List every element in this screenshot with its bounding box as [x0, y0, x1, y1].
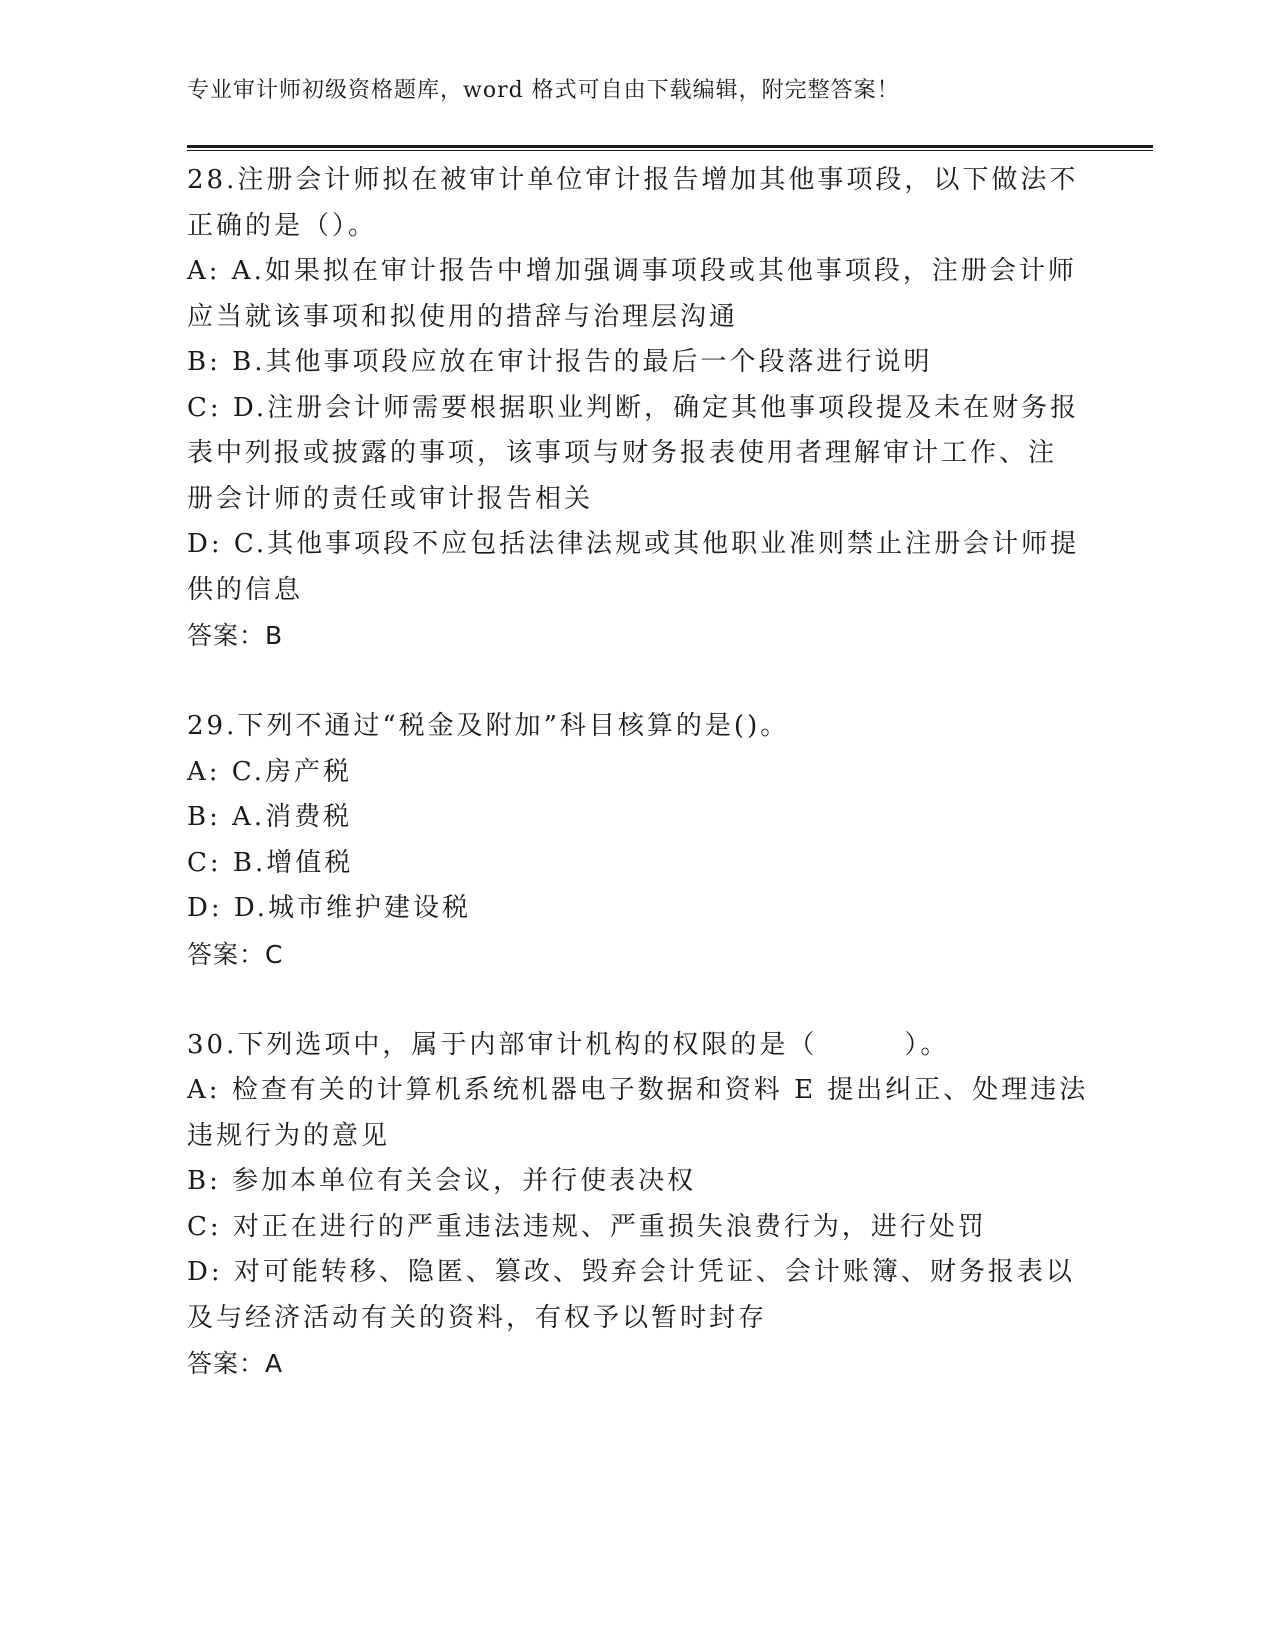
question-30-option-d-line-1: D: 对可能转移、隐匿、篡改、毁弃会计凭证、会计账簿、财务报表以: [187, 1257, 1075, 1287]
question-28: [187, 158, 1080, 659]
page-header: 专业审计师初级资格题库，word 格式可自由下载编辑，附完整答案！: [187, 78, 900, 103]
question-30-option-b: B: 参加本单位有关会议，并行使表决权: [187, 1166, 697, 1196]
question-28-answer: 答案：B: [187, 621, 284, 650]
question-29-stem: 29.下列不通过“税金及附加”科目核算的是()。: [187, 711, 790, 741]
question-30-option-a-line-2: 违规行为的意见: [187, 1120, 391, 1151]
question-29-option-d: D: D.城市维护建设税: [187, 893, 472, 923]
question-spacer: [187, 659, 1067, 705]
question-29-option-c: C: B.增值税: [187, 847, 354, 878]
question-28-option-a-line-1: A: A.如果拟在审计报告中增加强调事项段或其他事项段，注册会计师: [187, 256, 1077, 286]
question-28-option-c-line-2: 表中列报或披露的事项，该事项与财务报表使用者理解审计工作、注: [187, 438, 1058, 468]
question-29: [187, 704, 1067, 977]
header-divider: [187, 145, 1153, 151]
question-29-option-a: A: C.房产税: [187, 756, 353, 787]
question-spacer: [187, 977, 1067, 1023]
question-28-stem-line-1: 28.注册会计师拟在被审计单位审计报告增加其他事项段，以下做法不: [187, 165, 1079, 195]
question-28-option-a-line-2: 应当就该事项和拟使用的措辞与治理层沟通: [187, 301, 739, 332]
question-29-answer: 答案：C: [187, 939, 284, 969]
question-28-option-d-line-2: 供的信息: [187, 574, 304, 605]
question-30-answer: 答案：A: [187, 1349, 284, 1378]
question-30-option-d-line-2: 及与经济活动有关的资料，有权予以暂时封存: [187, 1302, 768, 1333]
question-28-option-b: B: B.其他事项段应放在审计报告的最后一个段落进行说明: [187, 347, 933, 377]
question-30-option-a-line-1: A: 检查有关的计算机系统机器电子数据和资料 E 提出纠正、处理违法: [187, 1075, 1089, 1105]
question-29-option-b: B: A.消费税: [187, 802, 353, 832]
question-30-stem: 30.下列选项中，属于内部审计机构的权限的是（ ）。: [187, 1029, 950, 1060]
question-list: [187, 158, 1089, 1387]
question-30: [187, 1023, 1089, 1387]
question-28-option-c-line-3: 册会计师的责任或审计报告相关: [187, 483, 594, 514]
question-28-option-d-line-1: D: C.其他事项段不应包括法律法规或其他职业准则禁止注册会计师提: [187, 529, 1080, 559]
question-28-stem-line-2: 正确的是（）。: [187, 210, 378, 241]
question-28-option-c-line-1: C: D.注册会计师需要根据职业判断，确定其他事项段提及未在财务报: [187, 392, 1080, 423]
question-30-option-c: C: 对正在进行的严重违法违规、严重损失浪费行为，进行处罚: [187, 1211, 987, 1242]
